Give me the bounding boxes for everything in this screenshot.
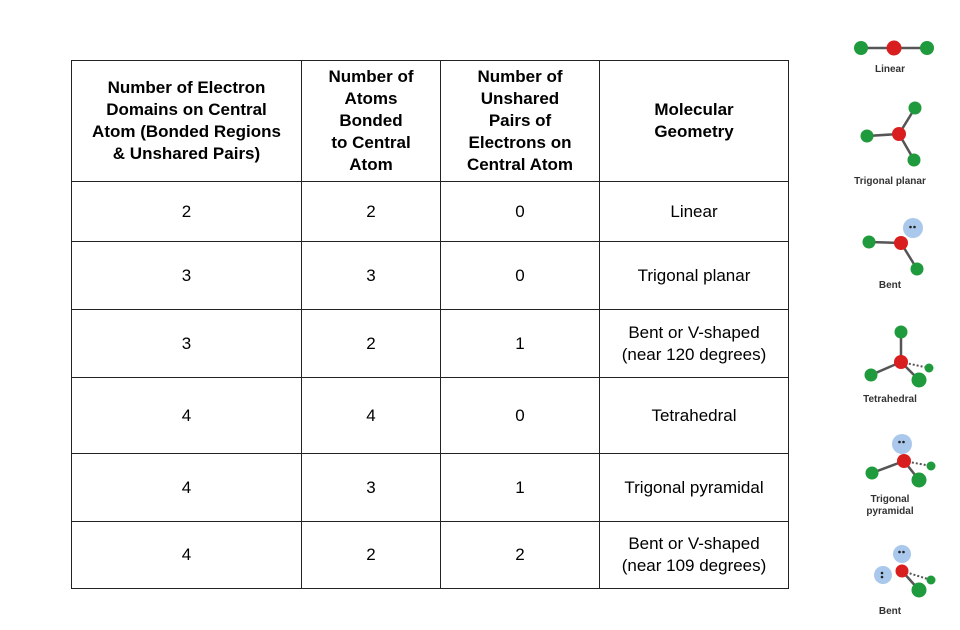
- cell-lone-pairs: 2: [441, 522, 600, 589]
- trigonal-pyramidal-molecule-icon: [835, 428, 945, 494]
- header-molecular-geometry: Molecular Geometry: [600, 61, 789, 182]
- cell-lone-pairs: 1: [441, 454, 600, 522]
- cell-geometry: Bent or V-shaped (near 109 degrees): [600, 522, 789, 589]
- linear-molecule-figure: [820, 32, 960, 76]
- cell-domains: 3: [72, 310, 302, 378]
- cell-bonded: 2: [302, 182, 441, 242]
- trigonal-planar-molecule-icon: [835, 96, 945, 176]
- cell-geometry: Bent or V-shaped (near 120 degrees): [600, 310, 789, 378]
- molecule-figures-column: [820, 0, 960, 630]
- bent-tetrahedral-molecule-figure: [820, 542, 960, 618]
- table-row: [72, 454, 789, 522]
- tetrahedral-molecule-figure: [820, 320, 960, 406]
- cell-bonded: 2: [302, 310, 441, 378]
- trigonal-pyramidal-molecule-figure: [820, 428, 960, 518]
- table-row: [72, 242, 789, 310]
- figure-caption: Tetrahedral: [863, 394, 917, 405]
- cell-domains: 4: [72, 522, 302, 589]
- linear-molecule-icon: [835, 32, 945, 64]
- table-row: [72, 310, 789, 378]
- cell-geometry: Trigonal planar: [600, 242, 789, 310]
- header-electron-domains: Number of Electron Domains on Central Atom (Bonded Regions & Unshared Pairs): [72, 61, 302, 182]
- cell-domains: 4: [72, 378, 302, 454]
- table-row: [72, 182, 789, 242]
- cell-geometry: Trigonal pyramidal: [600, 454, 789, 522]
- bent-molecule-icon: [835, 214, 945, 280]
- trigonal-planar-molecule-figure: [820, 96, 960, 188]
- cell-geometry: Tetrahedral: [600, 378, 789, 454]
- molecular-geometry-table: [71, 60, 789, 589]
- header-atoms-bonded: Number of Atoms Bonded to Central Atom: [302, 61, 441, 182]
- cell-lone-pairs: 0: [441, 182, 600, 242]
- cell-bonded: 4: [302, 378, 441, 454]
- header-unshared-pairs: Number of Unshared Pairs of Electrons on Central Atom: [441, 61, 600, 182]
- bent-two-lone-pairs-icon: [835, 542, 945, 606]
- figure-caption: Bent: [878, 280, 902, 291]
- cell-bonded: 3: [302, 242, 441, 310]
- cell-geometry: Linear: [600, 182, 789, 242]
- tetrahedral-molecule-icon: [835, 320, 945, 394]
- figure-caption: Trigonal planar: [854, 176, 926, 187]
- bent-molecule-figure: [820, 214, 960, 292]
- cell-domains: 4: [72, 454, 302, 522]
- figure-caption: Linear: [874, 64, 905, 75]
- cell-bonded: 2: [302, 522, 441, 589]
- cell-lone-pairs: 0: [441, 378, 600, 454]
- cell-bonded: 3: [302, 454, 441, 522]
- figure-caption: Bent: [878, 606, 902, 617]
- figure-caption: Trigonal pyramidal: [866, 494, 914, 517]
- cell-domains: 2: [72, 182, 302, 242]
- cell-lone-pairs: 1: [441, 310, 600, 378]
- table-row: [72, 378, 789, 454]
- table-row: [72, 522, 789, 589]
- header-row: [72, 61, 789, 182]
- cell-lone-pairs: 0: [441, 242, 600, 310]
- cell-domains: 3: [72, 242, 302, 310]
